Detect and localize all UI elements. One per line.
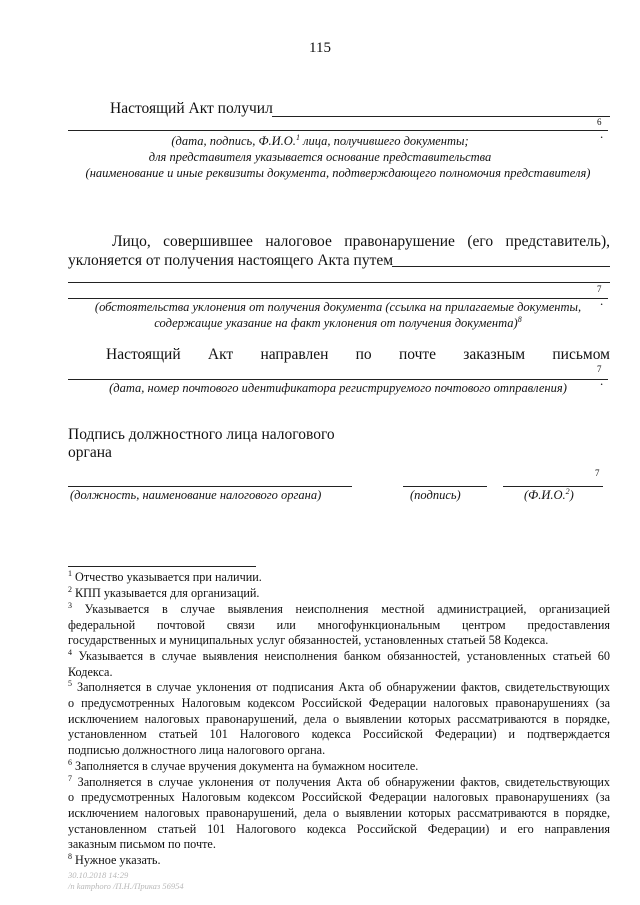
footnote-7-line-1: $^7$ Заполняется в случае уклонения от получения Акта об обнаружении фактов, свидетельствующих: [68, 773, 610, 789]
evasion-line-2: уклоняется от получения настоящего Акта путем: [68, 252, 394, 269]
mail-period: .: [600, 373, 604, 388]
signature-heading-1: Подпись должностного лица налогового: [68, 426, 335, 443]
mail-caption: (дата, номер почтового идентификатора регистрируемого почтового отправления): [109, 381, 567, 395]
footnote-5-line-2: о предусмотренных Налоговым кодексом Российской Федерации налоговых правонарушениях (за: [68, 696, 610, 710]
footnote-5-line-4: установленном статьей 101 Налогового кодекса Российской Федерации) и подтверждается: [68, 727, 610, 741]
evasion-footnote-ref: 7: [597, 284, 602, 294]
footnote-5-line-3: исключением налоговых правонарушений, дела о выявлении которых рассматриваются в порядке,: [68, 712, 610, 726]
signature-footnote-ref: 7: [595, 468, 600, 478]
footnote-1: $^1$ Отчество указывается при наличии.: [68, 568, 262, 584]
footnote-4-line-2: Кодекса.: [68, 665, 113, 679]
evasion-period: .: [600, 293, 604, 308]
mail-footnote-ref: 7: [597, 364, 602, 374]
stamp-line-1: 30.10.2018 14:29: [68, 870, 129, 880]
footnote-3-line-2: федеральной почтовой связи или многофункциональным центром предоставления: [68, 618, 610, 632]
footnote-4-line-1: $^4$ Указывается в случае выявления неисполнения банком обязанностей, установленных статьей 60: [68, 647, 610, 663]
mail-input-line[interactable]: [68, 379, 608, 380]
signature-sign-line[interactable]: [403, 486, 487, 487]
signature-heading-2: органа: [68, 444, 112, 461]
evasion-input-line[interactable]: [392, 266, 610, 267]
stamp-line-2: /n kamphoro /П.Н./Приказ 56954: [68, 881, 184, 891]
evasion-caption-2: содержащие указание на факт уклонения от получения документа)$^8$: [154, 314, 522, 330]
footnote-7-line-2: о предусмотренных Налоговым кодексом Российской Федерации налоговых правонарушениях (за: [68, 790, 610, 804]
footnote-2: $^2$ КПП указывается для организаций.: [68, 584, 260, 600]
footnote-3-line-3: государственных и муниципальных услуг обязанностей, установленных статьей 58 Кодекса.: [68, 633, 549, 647]
page-number: 115: [309, 40, 331, 56]
signature-caption-position: (должность, наименование налогового органа): [70, 488, 322, 502]
received-signature-line[interactable]: [272, 116, 610, 117]
mail-line-1: Настоящий Акт направлен по почте заказным письмом: [106, 346, 610, 363]
evasion-line-1: Лицо, совершившее налоговое правонарушение (его представитель),: [112, 233, 610, 250]
footnote-7-line-3: исключением налоговых правонарушений, дела о выявлении которых рассматриваются в порядке,: [68, 806, 610, 820]
footnote-5-line-5: подписью должностного лица налогового органа.: [68, 743, 326, 757]
signature-name-line[interactable]: [503, 486, 603, 487]
received-continuation-line[interactable]: [68, 130, 608, 131]
signature-position-line[interactable]: [68, 486, 352, 487]
received-label: Настоящий Акт получил: [110, 100, 273, 117]
footnote-7-line-5: заказным письмом по почте.: [68, 837, 216, 851]
received-footnote-ref: 6: [597, 117, 602, 127]
received-caption-2: для представителя указывается основание представительства: [148, 150, 492, 164]
evasion-line-b[interactable]: [68, 298, 608, 299]
received-period: .: [600, 126, 604, 141]
signature-caption-name: (Ф.И.О.$^2$): [524, 486, 574, 502]
signature-caption-sign: (подпись): [410, 488, 461, 502]
evasion-caption-1: (обстоятельства уклонения от получения документа (ссылка на прилагаемые документы,: [94, 300, 582, 314]
received-caption-3: (наименование и иные реквизиты документа, подтверждающего полномочия представителя): [85, 166, 591, 180]
footnote-8: $^8$ Нужное указать.: [68, 851, 161, 867]
received-caption-1: (дата, подпись, Ф.И.О.$^1$ лица, получившего документы;: [171, 132, 469, 148]
evasion-line-a[interactable]: [68, 282, 610, 283]
footnote-7-line-4: установленном статьей 101 Налогового кодекса Российской Федерации) и его направления: [68, 822, 610, 836]
footnote-3-line-1: $^3$ Указывается в случае выявления неисполнения местной администрацией, организацией: [68, 600, 610, 616]
footnote-5-line-1: $^5$ Заполняется в случае уклонения от подписания Акта об обнаружении фактов, свидетельствующих: [68, 678, 610, 694]
footnote-6: $^6$ Заполняется в случае вручения документа на бумажном носителе.: [68, 757, 419, 773]
footnote-separator: [68, 566, 256, 567]
